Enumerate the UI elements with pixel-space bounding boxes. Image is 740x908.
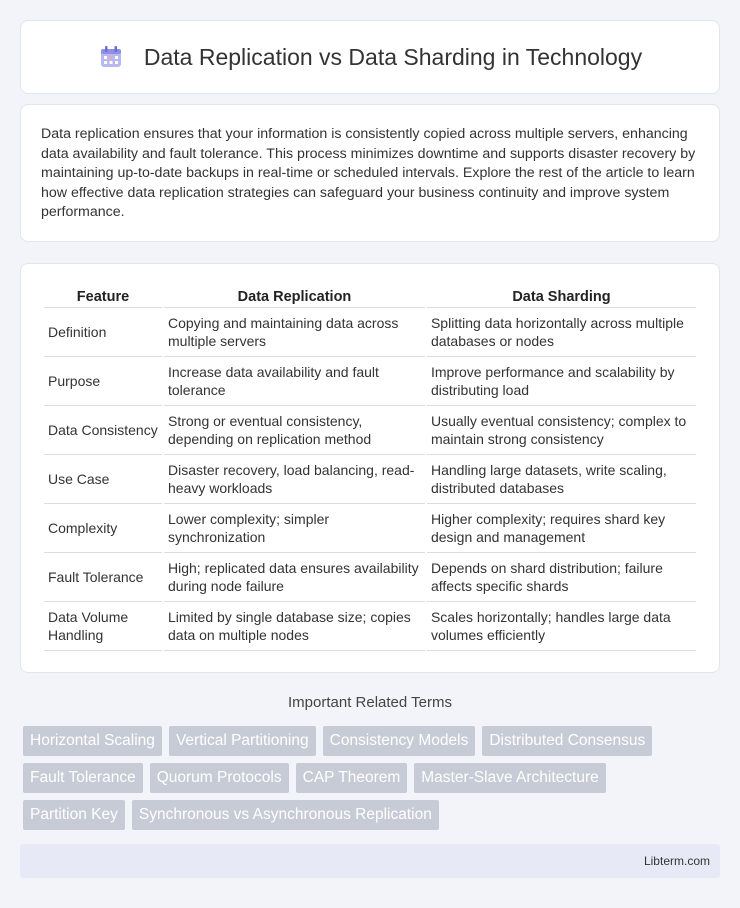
footer-site-link[interactable]: Libterm.com — [643, 854, 710, 868]
row-replication: Lower complexity; simpler synchronization — [164, 504, 425, 553]
row-sharding: Usually eventual consistency; complex to maintain strong consistency — [427, 406, 696, 455]
row-feature: Definition — [44, 308, 162, 357]
related-term-tag[interactable]: Consistency Models — [323, 726, 476, 756]
row-feature: Data Volume Handling — [44, 602, 162, 651]
related-terms-title: Important Related Terms — [288, 694, 452, 711]
row-sharding: Handling large datasets, write scaling, distributed databases — [427, 455, 696, 504]
header-feature: Feature — [44, 280, 162, 308]
intro-text: Data replication ensures that your information is consistently copied across multiple servers, enhancing data availability and fault tolerance. This process minimizes downtime and supports disaster recovery by maintaining up-to-date backups in real-time or scheduled intervals. Explore the rest of the article to learn how effective data replication strategies can safeguard your business continuity and improve system performance. — [41, 126, 696, 221]
row-sharding: Splitting data horizontally across multiple databases or nodes — [427, 308, 696, 357]
table-row — [44, 455, 696, 504]
table-row — [44, 504, 696, 553]
header-data-replication: Data Replication — [164, 280, 425, 308]
row-sharding: Improve performance and scalability by distributing load — [427, 357, 696, 406]
related-term-tag[interactable]: Master-Slave Architecture — [414, 763, 605, 793]
related-term-tag[interactable]: Quorum Protocols — [150, 763, 289, 793]
related-terms-list — [23, 726, 713, 830]
row-replication: Limited by single database size; copies data on multiple nodes — [164, 602, 425, 651]
comparison-table-card — [20, 263, 720, 673]
page-title: Data Replication vs Data Sharding in Technology — [143, 43, 643, 70]
row-feature: Use Case — [44, 455, 162, 504]
table-row — [44, 308, 696, 357]
table-row — [44, 406, 696, 455]
related-term-tag[interactable]: Partition Key — [23, 800, 125, 830]
table-row — [44, 602, 696, 651]
row-replication: Copying and maintaining data across multiple servers — [164, 308, 425, 357]
related-term-tag[interactable]: Synchronous vs Asynchronous Replication — [132, 800, 439, 830]
table-header-row — [44, 280, 696, 308]
related-term-tag[interactable]: CAP Theorem — [296, 763, 408, 793]
title-card — [20, 20, 720, 94]
row-feature: Fault Tolerance — [44, 553, 162, 602]
footer — [20, 844, 720, 878]
comparison-table — [42, 280, 698, 651]
row-replication: Increase data availability and fault tolerance — [164, 357, 425, 406]
row-feature: Data Consistency — [44, 406, 162, 455]
intro-card — [20, 104, 720, 242]
related-term-tag[interactable]: Horizontal Scaling — [23, 726, 162, 756]
row-feature: Purpose — [44, 357, 162, 406]
row-feature: Complexity — [44, 504, 162, 553]
row-sharding: Depends on shard distribution; failure affects specific shards — [427, 553, 696, 602]
related-term-tag[interactable]: Vertical Partitioning — [169, 726, 316, 756]
related-term-tag[interactable]: Distributed Consensus — [482, 726, 652, 756]
calendar-icon — [98, 44, 124, 70]
row-sharding: Higher complexity; requires shard key design and management — [427, 504, 696, 553]
table-row — [44, 553, 696, 602]
row-replication: High; replicated data ensures availability during node failure — [164, 553, 425, 602]
header-data-sharding: Data Sharding — [427, 280, 696, 308]
table-row — [44, 357, 696, 406]
row-replication: Disaster recovery, load balancing, read-heavy workloads — [164, 455, 425, 504]
row-replication: Strong or eventual consistency, depending on replication method — [164, 406, 425, 455]
related-term-tag[interactable]: Fault Tolerance — [23, 763, 143, 793]
row-sharding: Scales horizontally; handles large data volumes efficiently — [427, 602, 696, 651]
